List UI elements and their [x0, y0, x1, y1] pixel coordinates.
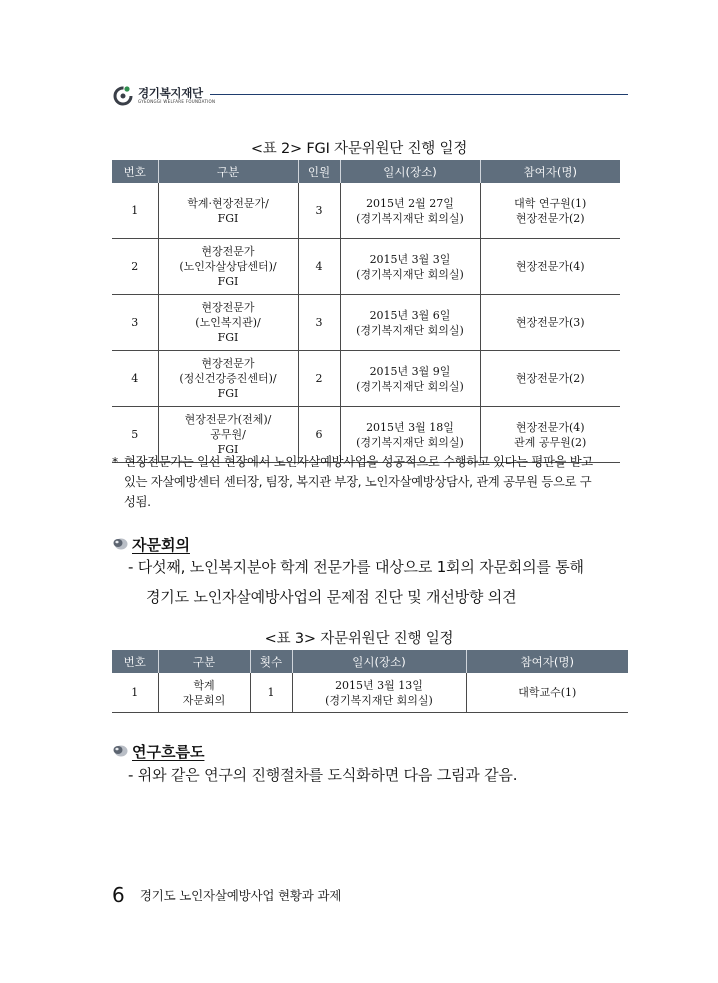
page-header: [112, 82, 628, 112]
footnote-line: 성됨.: [124, 495, 151, 509]
col-header: 일시(장소): [292, 650, 466, 673]
footnote-line: 있는 자살예방센터 센터장, 팀장, 복지관 부장, 노인자살예방상담사, 관계 공무원 등으로 구: [124, 475, 592, 489]
bullet-line: - 위와 같은 연구의 진행절차를 도식화하면 다음 그림과 같음.: [128, 766, 518, 784]
col-header: 구분: [158, 650, 250, 673]
section-title: 자문회의: [132, 536, 190, 554]
cell-participants: 현장전문가(4) 관계 공무원(2): [480, 407, 620, 463]
section-title: 연구흐름도: [132, 743, 205, 761]
advisory-schedule-table: [112, 650, 628, 713]
cell-count: 2: [298, 351, 340, 407]
cell-no: 2: [112, 239, 158, 295]
cell-participants: 현장전문가(4): [480, 239, 620, 295]
footer-title: 경기도 노인자살예방사업 현황과 과제: [139, 888, 342, 903]
cell-date: 2015년 3월 13일 (경기복지재단 회의실): [292, 673, 466, 713]
cell-type: 현장전문가 (노인자살상담센터)/ FGI: [158, 239, 298, 295]
cell-date: 2015년 3월 18일 (경기복지재단 회의실): [340, 407, 480, 463]
cell-count: 3: [298, 295, 340, 351]
cell-count: 3: [298, 183, 340, 239]
table-row: [112, 295, 620, 351]
col-header: 인원: [298, 160, 340, 183]
col-header: 번호: [112, 650, 158, 673]
bullet-line: 경기도 노인자살예방사업의 문제점 진단 및 개선방향 의견: [146, 588, 517, 606]
col-header: 횟수: [250, 650, 292, 673]
table-footnote: [112, 452, 632, 512]
cell-no: 3: [112, 295, 158, 351]
table-caption: <표 2> FGI 자문위원단 진행 일정: [250, 141, 468, 157]
logo-subtitle: GYEONGGI WELFARE FOUNDATION: [138, 99, 216, 104]
col-header: 일시(장소): [340, 160, 480, 183]
table-row: [112, 183, 620, 239]
header-rule: [210, 94, 628, 95]
section-bullet-icon: [112, 537, 128, 551]
cell-participants: 대학교수(1): [466, 673, 628, 713]
col-header: 구분: [158, 160, 298, 183]
table-caption: <표 3> 자문위원단 진행 일정: [264, 631, 454, 647]
cell-date: 2015년 3월 3일 (경기복지재단 회의실): [340, 239, 480, 295]
cell-type: 현장전문가 (정신건강증진센터)/ FGI: [158, 351, 298, 407]
section-bullet-icon: [112, 744, 128, 758]
cell-no: 4: [112, 351, 158, 407]
table-row: [112, 351, 620, 407]
cell-no: 5: [112, 407, 158, 463]
table-row: [112, 239, 620, 295]
cell-type: 현장전문가 (노인복지관)/ FGI: [158, 295, 298, 351]
bullet-paragraph: [128, 552, 628, 612]
cell-date: 2015년 3월 6일 (경기복지재단 회의실): [340, 295, 480, 351]
fgi-schedule-table: [112, 160, 620, 463]
cell-count: 1: [250, 673, 292, 713]
cell-participants: 현장전문가(2): [480, 351, 620, 407]
bullet-paragraph: [128, 760, 628, 790]
cell-count: 6: [298, 407, 340, 463]
cell-count: 4: [298, 239, 340, 295]
cell-no: 1: [131, 204, 139, 217]
cell-date: 2015년 2월 27일 (경기복지재단 회의실): [340, 183, 480, 239]
page-number: 6: [112, 883, 125, 907]
foundation-logo-icon: [112, 84, 134, 106]
cell-type: 학계 자문회의: [158, 673, 250, 713]
page-footer: [112, 883, 341, 907]
cell-date: 2015년 3월 9일 (경기복지재단 회의실): [340, 351, 480, 407]
cell-type: 현장전문가(전체)/ 공무원/ FGI: [158, 407, 298, 463]
cell-participants: 현장전문가(3): [480, 295, 620, 351]
col-header: 번호: [112, 160, 158, 183]
col-header: 참여자(명): [466, 650, 628, 673]
table-header-row: [112, 160, 620, 183]
table-header-row: [112, 650, 628, 673]
cell-type: 학계·현장전문가/ FGI: [158, 183, 298, 239]
cell-no: 1: [131, 686, 139, 699]
footnote-mark: *: [112, 455, 118, 469]
table-row: [112, 673, 628, 713]
cell-participants: 대학 연구원(1) 현장전문가(2): [480, 183, 620, 239]
footnote-line: 현장전문가는 일선 현장에서 노인자살예방사업을 성공적으로 수행하고 있다는 평판을 받고: [124, 455, 593, 469]
bullet-line: - 다섯째, 노인복지분야 학계 전문가를 대상으로 1회의 자문회의를 통해: [128, 558, 584, 576]
logo-text: 경기복지재단: [138, 86, 203, 100]
col-header: 참여자(명): [480, 160, 620, 183]
